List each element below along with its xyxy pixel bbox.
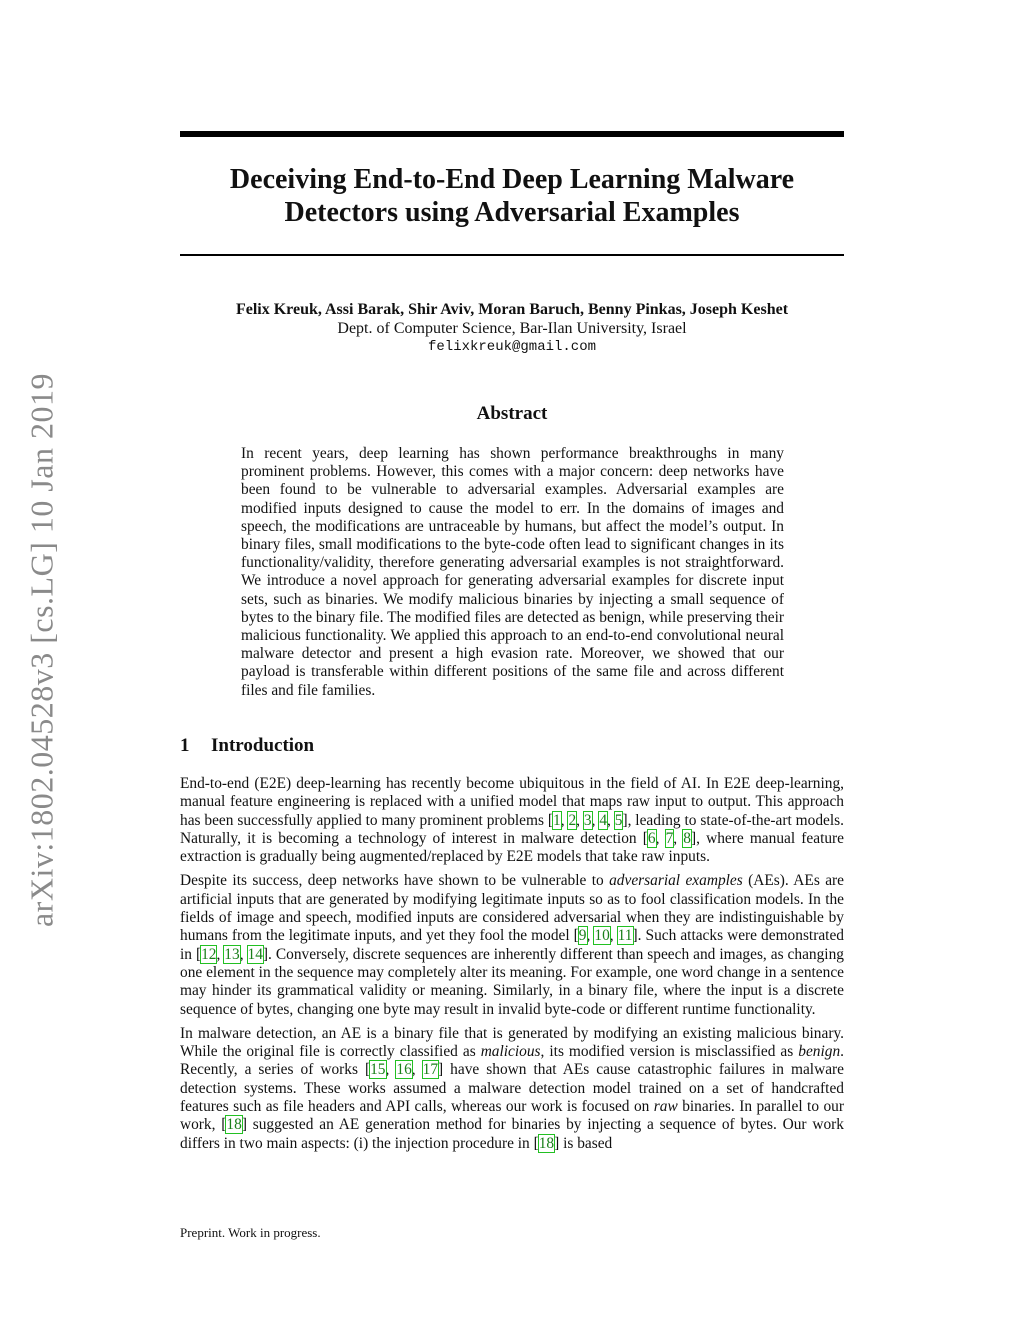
intro-paragraph-2: Despite its success, deep networks have shown to be vulnerable to adversarial examples (AEs). AEs are artificial inputs that are generated by modifying legitimate inputs so as to fool classification models. In the fields of image and speech, modified inputs are considered adversarial when they are indistinguishable by humans from the legitimate inputs, and yet they fool the model [9, 10, 11]. Such attacks were demonstrated in [12, 13, 14]. Conversely, discrete sequences are inherently different than speech and images, as changing one element in the sequence may completely alter its meaning. For example, one word change in a sentence may hinder its grammatical validity or meaning. Similarly, in a binary file, where the input is a discrete sequence of bytes, changing one byte may result in invalid byte-code or different runtime functionality. bbox=[180, 872, 844, 1018]
citation-link[interactable]: 4 bbox=[599, 811, 608, 829]
arxiv-identifier: arXiv:1802.04528v3 [cs.LG] 10 Jan 2019 bbox=[23, 372, 60, 928]
citation-link[interactable]: 15 bbox=[370, 1061, 386, 1079]
author-block bbox=[180, 300, 844, 357]
title-bottom-rule bbox=[180, 254, 844, 256]
author-email: felixkreuk@gmail.com bbox=[427, 339, 597, 355]
title-top-rule bbox=[180, 131, 844, 137]
citation-link[interactable]: 12 bbox=[201, 945, 217, 963]
author-names: Felix Kreuk, Assi Barak, Shir Aviv, Moran Baruch, Benny Pinkas, Joseph Keshet bbox=[235, 301, 789, 318]
citation-link[interactable]: 18 bbox=[226, 1116, 242, 1134]
intro-paragraph-1: End-to-end (E2E) deep-learning has recently become ubiquitous in the field of AI. In E2E deep-learning, manual feature engineering is replaced with a unified model that maps raw input to output. This approach has been successfully applied to many prominent problems [1, 2, 3, 4, 5], leading to state-of-the-art models. Naturally, it is becoming a technology of interest in malware detection [6, 7, 8], where manual feature extraction is gradually being augmented/replaced by E2E models that take raw inputs. bbox=[180, 775, 844, 866]
section-title: Introduction bbox=[211, 735, 315, 756]
citation-link[interactable]: 8 bbox=[683, 829, 691, 847]
intro-paragraph-3: In malware detection, an AE is a binary file that is generated by modifying an existing malicious binary. While the original file is correctly classified as malicious, its modified version is misclassified as benign. Recently, a series of works [15, 16, 17] have shown that AEs cause catastrophic failures in malware detection systems. These works assumed a malware detection model trained on a set of handcrafted features such as file headers and API calls, whereas our work is focused on raw binaries. In parallel to our work, [18] suggested an AE generation method for binaries by injecting a sequence of bytes. Our work differs in two main aspects: (i) the injection procedure in [18] is based bbox=[180, 1024, 845, 1152]
preprint-footer: Preprint. Work in progress. bbox=[180, 1225, 321, 1240]
citation-link[interactable]: 16 bbox=[396, 1061, 412, 1079]
citation-link[interactable]: 17 bbox=[422, 1061, 439, 1079]
citation-link[interactable]: 9 bbox=[578, 927, 587, 945]
title-line-2: Detectors using Adversarial Examples bbox=[284, 197, 740, 228]
citation-link[interactable]: 10 bbox=[594, 927, 610, 945]
title-line-1: Deceiving End-to-End Deep Learning Malware bbox=[229, 164, 795, 195]
citation-link[interactable]: 18 bbox=[538, 1134, 555, 1152]
citation-link[interactable]: 6 bbox=[647, 829, 656, 847]
abstract-text: In recent years, deep learning has shown performance breakthroughs in many prominent problems. However, this comes with a major concern: deep networks have been found to be vulnerable to adversarial examples. Adversarial examples are modified inputs designed to cause the model to err. In the domains of images and speech, the modifications are untraceable by humans, but affect the model’s output. In binary files, small modifications to the byte-code often lead to significant changes in its functionality/validity, therefore generating adversarial examples is not straightforward. We introduce a novel approach for generating adversarial examples for discrete input sets, such as binaries. We modify malicious binaries by injecting a small sequence of bytes to the binary file. The modified files are detected as benign, while preserving their malicious functionality. We applied this approach to an end-to-end convolutional neural malware detector and present a high evasion rate. Moreover, we showed that our payload is transferable within different positions of the same file and across different files and file families. bbox=[241, 445, 784, 699]
citation-link[interactable]: 7 bbox=[665, 829, 674, 847]
citation-link[interactable]: 1 bbox=[553, 811, 561, 829]
abstract-heading: Abstract bbox=[476, 403, 548, 424]
section-number: 1 bbox=[180, 735, 190, 756]
introduction-body bbox=[180, 775, 844, 1159]
citation-link[interactable]: 14 bbox=[247, 945, 263, 963]
section-heading bbox=[180, 735, 844, 757]
citation-link[interactable]: 11 bbox=[617, 927, 633, 945]
citation-link[interactable]: 13 bbox=[224, 945, 240, 963]
citation-link[interactable]: 5 bbox=[614, 811, 623, 829]
paper-title bbox=[180, 163, 844, 229]
affiliation: Dept. of Computer Science, Bar-Ilan University, Israel bbox=[337, 320, 687, 337]
citation-link[interactable]: 2 bbox=[568, 811, 577, 829]
citation-link[interactable]: 3 bbox=[583, 811, 592, 829]
